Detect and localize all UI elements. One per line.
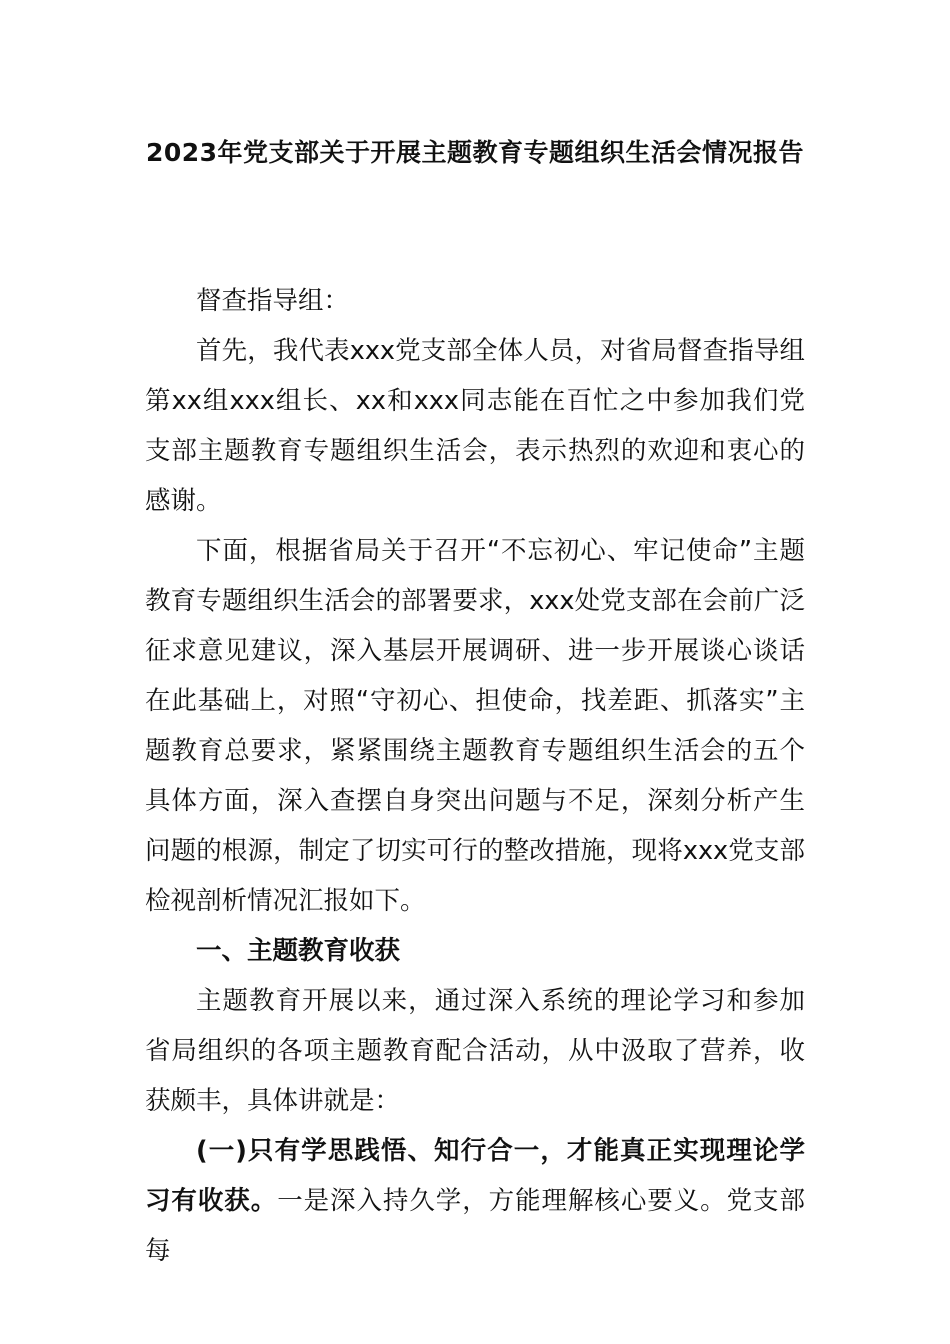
paragraph-intro: 首先，我代表xxx党支部全体人员，对省局督查指导组第xx组xxx组长、xx和xxx同志能在百忙之中参加我们党支部主题教育专题组织生活会，表示热烈的欢迎和衷心的感谢。 [145, 336, 805, 516]
salutation: 督查指导组： [196, 286, 350, 316]
section-heading-1: 一、主题教育收获 [196, 936, 401, 966]
document-body [145, 276, 805, 1276]
subsection-lead: (一)只有学思践悟、知行合一，才能真正实现理论学习有收获。 [145, 1136, 805, 1216]
paragraph-subsection1 [145, 1126, 805, 1276]
paragraph-background: 下面，根据省局关于召开“不忘初心、牢记使命”主题教育专题组织生活会的部署要求，xxx处党支部在会前广泛征求意见建议，深入基层开展调研、进一步开展谈心谈话在此基础上，对照“守初心、担使命，找差距、抓落实”主题教育总要求，紧紧围绕主题教育专题组织生活会的五个具体方面，深入查摆自身突出问题与不足，深刻分析产生问题的根源，制定了切实可行的整改措施，现将xxx党支部检视剖析情况汇报如下。 [145, 536, 805, 916]
subsection-text: 一是深入持久学，方能理解核心要义。党支部每 [145, 1186, 805, 1266]
paragraph-section1: 主题教育开展以来，通过深入系统的理论学习和参加省局组织的各项主题教育配合活动，从中汲取了营养，收获颇丰，具体讲就是： [145, 986, 805, 1116]
document-title: 2023年党支部关于开展主题教育专题组织生活会情况报告 [145, 138, 805, 167]
